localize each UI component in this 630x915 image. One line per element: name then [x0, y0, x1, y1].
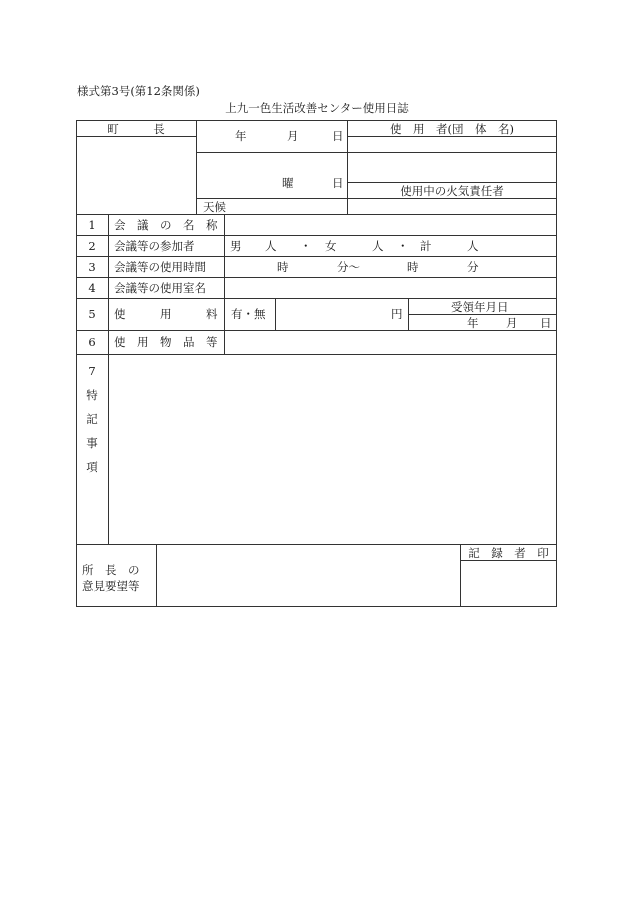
receipt-date-label: 受領年月日 — [451, 300, 509, 314]
special-notes-char-4: 項 — [86, 460, 98, 474]
total-label: 計 — [420, 239, 432, 253]
recorder-seal-field[interactable] — [463, 563, 554, 605]
row-4-number: 4 — [88, 281, 96, 295]
fee-paid-toggle[interactable]: 有・無 — [231, 307, 266, 321]
start-hour-label: 時 — [277, 260, 289, 274]
director-opinion-label-line-1: 所 長 の — [82, 563, 140, 577]
room-name-field[interactable] — [227, 279, 555, 297]
row-6-number: 6 — [88, 335, 96, 349]
recorder-seal-label: 記 録 者 印 — [468, 546, 549, 560]
meeting-name-label: 会 議 の 名 称 — [114, 218, 218, 232]
row-3-number: 3 — [88, 260, 96, 274]
equipment-field[interactable] — [227, 332, 555, 352]
usage-fee-label-char-1: 使 — [114, 307, 126, 321]
special-notes-field[interactable] — [111, 357, 555, 542]
special-notes-char-1: 特 — [86, 388, 98, 402]
male-count-unit: 人 — [265, 239, 277, 253]
end-minute-label: 分 — [467, 260, 479, 274]
end-hour-label: 時 — [407, 260, 419, 274]
user-group-label: 使 用 者(団 体 名) — [390, 122, 514, 136]
special-notes-char-3: 事 — [86, 436, 98, 450]
director-opinion-field[interactable] — [159, 547, 457, 605]
weekday-day-label: 日 — [332, 176, 344, 190]
female-label: 女 — [325, 239, 337, 253]
chief-seal-field[interactable] — [80, 140, 192, 210]
participants-label: 会議等の参加者 — [114, 239, 195, 253]
form-title: 上九一色生活改善センター使用日誌 — [225, 101, 409, 115]
separator-dot: ・ — [397, 239, 409, 253]
usage-fee-label-char-2: 用 — [160, 307, 172, 321]
usage-fee-label-char-3: 料 — [206, 307, 218, 321]
total-count-unit: 人 — [467, 239, 479, 253]
date-year-label: 年 — [235, 129, 247, 143]
form-number-label: 様式第3号(第12条関係) — [77, 84, 200, 98]
receipt-month-label: 月 — [506, 316, 518, 330]
special-notes-label — [82, 359, 102, 479]
fee-amount-field[interactable] — [278, 300, 388, 328]
receipt-year-label: 年 — [467, 316, 479, 330]
male-label: 男 — [230, 239, 242, 253]
separator-dot: ・ — [300, 239, 312, 253]
room-name-label: 会議等の使用室名 — [114, 281, 206, 295]
female-count-unit: 人 — [372, 239, 384, 253]
row-5-number: 5 — [88, 307, 96, 321]
equipment-label: 使 用 物 品 等 — [114, 335, 218, 349]
date-day-label: 日 — [332, 129, 344, 143]
special-notes-char-2: 記 — [86, 412, 98, 426]
chief-label: 町 長 — [107, 122, 165, 136]
user-group-field[interactable] — [350, 138, 554, 180]
yen-label: 円 — [391, 307, 403, 321]
receipt-day-label: 日 — [540, 316, 552, 330]
meeting-name-field[interactable] — [227, 216, 555, 234]
fire-manager-field[interactable] — [350, 200, 554, 212]
weather-label: 天候 — [203, 200, 226, 214]
usage-time-label: 会議等の使用時間 — [114, 260, 206, 274]
row-1-number: 1 — [88, 218, 96, 232]
row-2-number: 2 — [88, 239, 96, 253]
row-7-number: 7 — [88, 364, 96, 378]
date-month-label: 月 — [287, 129, 299, 143]
weekday-label: 曜 — [282, 176, 294, 190]
director-opinion-label-line-2: 意見要望等 — [82, 579, 140, 593]
start-minute-label: 分〜 — [337, 260, 360, 274]
fire-manager-label: 使用中の火気責任者 — [400, 184, 504, 198]
